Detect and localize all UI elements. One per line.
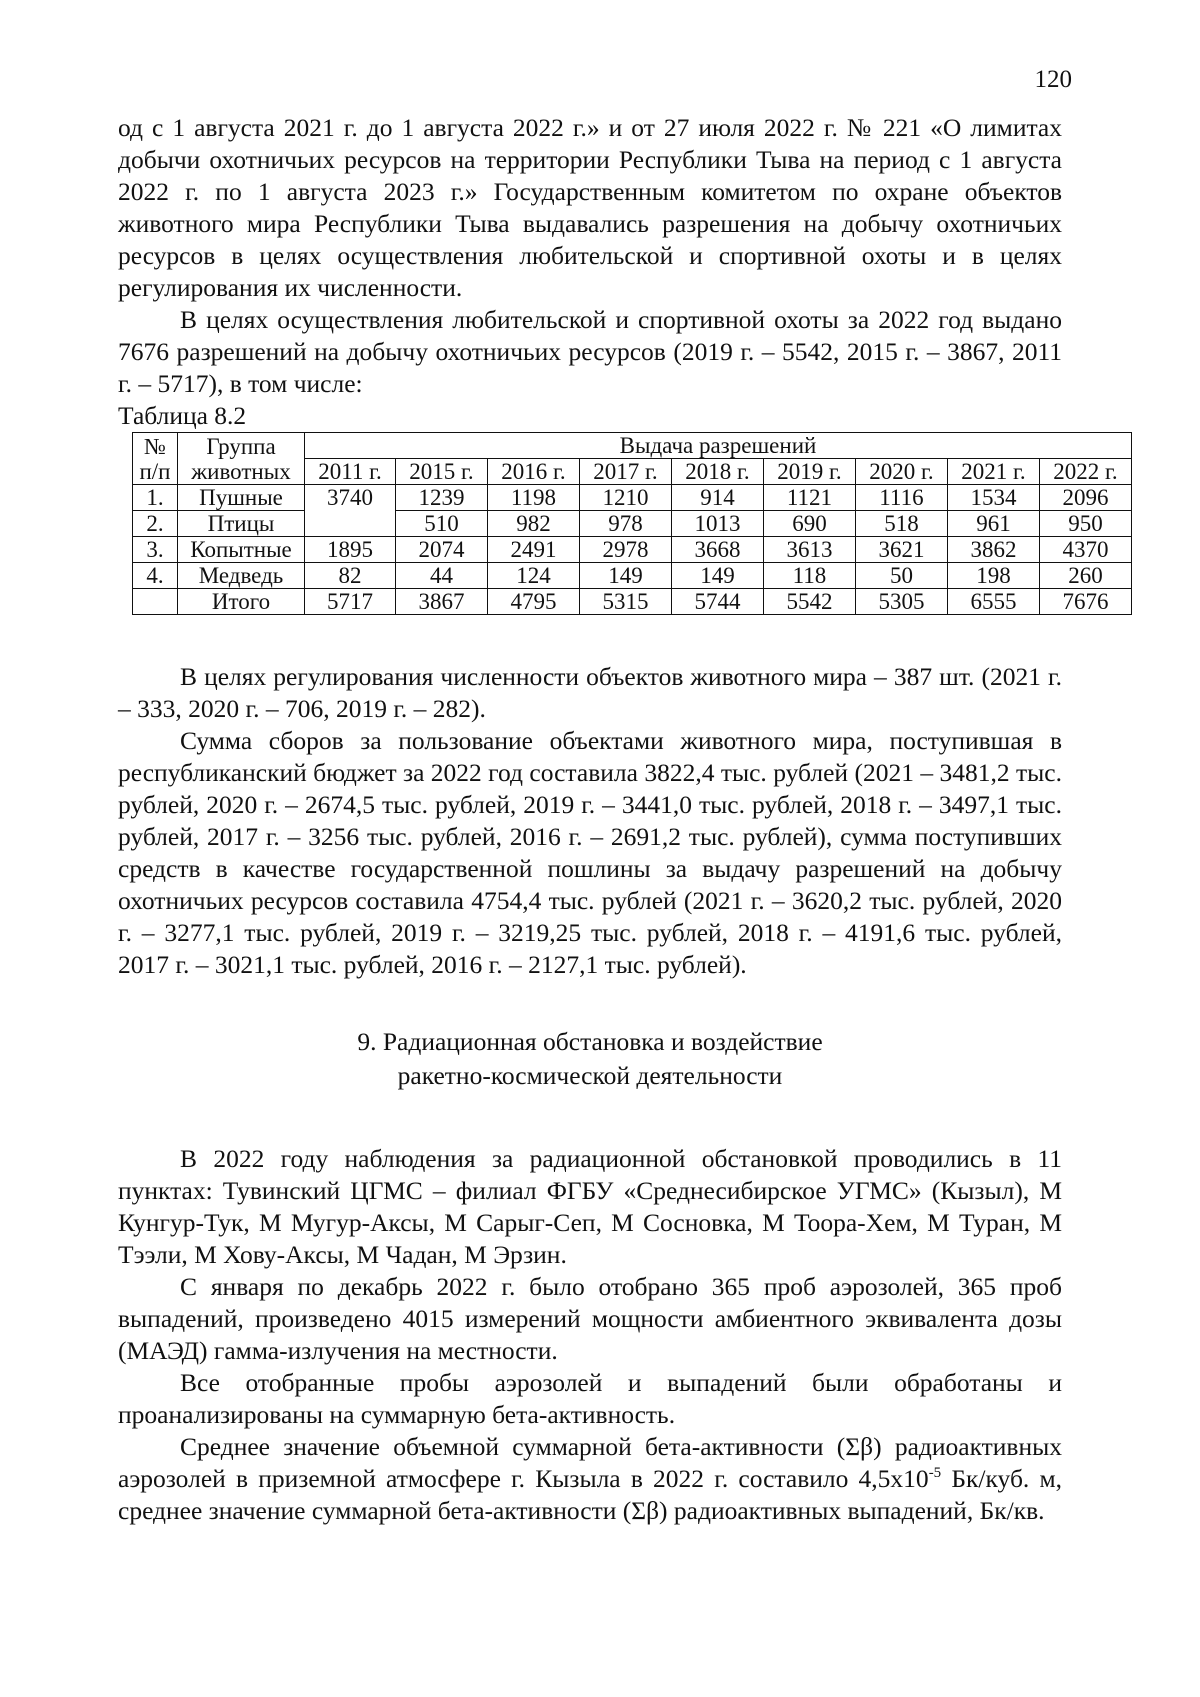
table-cell: 3862 — [947, 537, 1039, 563]
year-header: 2016 г. — [487, 459, 579, 485]
paragraph-permits: В целях осуществления любительской и спортивной охоты за 2022 год выдано 7676 разрешений на добычу охотничьих ресурсов (2019 г. – 5542, 2015 г. – 3867, 2011 г. – 5717), в том числе: — [118, 305, 1062, 398]
row-group: Птицы — [178, 511, 305, 537]
beta-text-part2: Бк/куб. м, среднее значение суммарной бета-активности (Σβ) радиоактивных выпадений, Бк/кв. — [118, 1464, 1062, 1525]
table-cell: 1895 — [305, 537, 396, 563]
table-caption: Таблица 8.2 — [118, 401, 247, 430]
row-group: Пушные — [178, 485, 305, 511]
table-cell: 4370 — [1039, 537, 1131, 563]
table-cell: 518 — [855, 511, 947, 537]
year-header: 2020 г. — [855, 459, 947, 485]
beta-exponent: -5 — [928, 1465, 942, 1481]
table-cell: 1116 — [855, 485, 947, 511]
table-cell: 5717 — [305, 589, 396, 615]
table-cell: 149 — [671, 563, 763, 589]
table-cell: 7676 — [1039, 589, 1131, 615]
table-cell: 82 — [305, 563, 396, 589]
year-header: 2022 г. — [1039, 459, 1131, 485]
row-number: 2. — [133, 511, 178, 537]
table-row-total — [133, 589, 1132, 615]
row-group: Итого — [178, 589, 305, 615]
table-cell: 6555 — [947, 589, 1039, 615]
table-row-ungulates — [133, 537, 1132, 563]
table-cell: 2074 — [395, 537, 487, 563]
table-cell: 3613 — [763, 537, 855, 563]
section-heading-line1: 9. Радиационная обстановка и воздействие — [357, 1027, 823, 1056]
row-number: 1. — [133, 485, 178, 511]
paragraph-samples: С января по декабрь 2022 г. было отобрано 365 проб аэрозолей, 365 проб выпадений, произведено 4015 измерений мощности амбиентного эквивалента дозы (МАЭД) гамма-излучения на местности. — [118, 1272, 1062, 1365]
permits-table — [132, 432, 1132, 615]
table-cell: 149 — [579, 563, 671, 589]
table-cell: 5305 — [855, 589, 947, 615]
table-header-row — [133, 433, 1132, 459]
table-cell: 124 — [487, 563, 579, 589]
table-cell: 198 — [947, 563, 1039, 589]
table-cell: 4795 — [487, 589, 579, 615]
paragraph-regulation: В целях регулирования численности объектов животного мира – 387 шт. (2021 г. – 333, 2020 г. – 706, 2019 г. – 282). — [118, 662, 1062, 723]
year-header: 2015 г. — [395, 459, 487, 485]
table-cell: 5315 — [579, 589, 671, 615]
table-cell: 950 — [1039, 511, 1131, 537]
table-cell: 5542 — [763, 589, 855, 615]
table-cell: 1198 — [487, 485, 579, 511]
table-row-birds — [133, 511, 1132, 537]
table-cell: 5744 — [671, 589, 763, 615]
table-cell: 1121 — [763, 485, 855, 511]
table-cell: 260 — [1039, 563, 1131, 589]
table-cell: 1210 — [579, 485, 671, 511]
table-cell: 914 — [671, 485, 763, 511]
paragraph-analysis: Все отобранные пробы аэрозолей и выпадений были обработаны и проанализированы на суммарную бета-активность. — [118, 1368, 1062, 1429]
header-number: № п/п — [133, 433, 178, 485]
table-cell: 2978 — [579, 537, 671, 563]
row-number: 3. — [133, 537, 178, 563]
section-heading — [118, 1025, 1062, 1093]
table-cell: 3668 — [671, 537, 763, 563]
year-header: 2017 г. — [579, 459, 671, 485]
row-group: Копытные — [178, 537, 305, 563]
table-cell: 50 — [855, 563, 947, 589]
table-cell: 1534 — [947, 485, 1039, 511]
paragraph-intro: од с 1 августа 2021 г. до 1 августа 2022 г.» и от 27 июля 2022 г. № 221 «О лимитах добычи охотничьих ресурсов на территории Республики Тыва на период с 1 августа 2022 г. по 1 августа 2023 г.» Государственным комитетом по охране объектов животного мира Республики Тыва выдавались разрешения на добычу охотничьих ресурсов в целях осуществления любительской и спортивной охоты и в целях регулирования их численности. — [118, 113, 1062, 302]
table-cell: 690 — [763, 511, 855, 537]
row-group: Медведь — [178, 563, 305, 589]
table-cell: 3621 — [855, 537, 947, 563]
beta-text-part1: Среднее значение объемной суммарной бета-активности (Σβ) радиоактивных аэрозолей в приземной атмосфере г. Кызыла в 2022 г. составило 4,5х10 — [118, 1432, 1062, 1493]
header-group: Группа животных — [178, 433, 305, 485]
table-cell: 1013 — [671, 511, 763, 537]
table-cell: 3867 — [395, 589, 487, 615]
year-header: 2018 г. — [671, 459, 763, 485]
header-permits: Выдача разрешений — [305, 433, 1132, 459]
table-cell: 1239 — [395, 485, 487, 511]
paragraph-fees: Сумма сборов за пользование объектами животного мира, поступившая в республиканский бюджет за 2022 год составила 3822,4 тыс. рублей (2021 – 3481,2 тыс. рублей, 2020 г. – 2674,5 тыс. рублей, 2019 г. – 3441,0 тыс. рублей, 2018 г. – 3497,1 тыс. рублей, 2017 г. – 3256 тыс. рублей, 2016 г. – 2691,2 тыс. рублей), сумма поступивших средств в качестве государственной пошлины за выдачу разрешений на добычу охотничьих ресурсов составила 4754,4 тыс. рублей (2021 г. – 3620,2 тыс. рублей, 2020 г. – 3277,1 тыс. рублей, 2019 г. – 3219,25 тыс. рублей, 2018 г. – 4191,6 тыс. рублей, 2017 г. – 3021,1 тыс. рублей, 2016 г. – 2127,1 тыс. рублей). — [118, 726, 1062, 979]
year-header: 2021 г. — [947, 459, 1039, 485]
table-cell: 3740 — [305, 485, 396, 537]
row-number — [133, 589, 178, 615]
year-header: 2019 г. — [763, 459, 855, 485]
table-cell: 2096 — [1039, 485, 1131, 511]
paragraph-observations: В 2022 году наблюдения за радиационной обстановкой проводились в 11 пунктах: Тувинский ЦГМС – филиал ФГБУ «Среднесибирское УГМС» (Кызыл), М Кунгур-Тук, М Мугур-Аксы, М Сарыг-Сеп, М Сосновка, М Тоора-Хем, М Туран, М Тээли, М Хову-Аксы, М Чадан, М Эрзин. — [118, 1144, 1062, 1269]
table-cell: 118 — [763, 563, 855, 589]
table-row-bear — [133, 563, 1132, 589]
table-cell: 44 — [395, 563, 487, 589]
table-cell: 982 — [487, 511, 579, 537]
table-cell: 2491 — [487, 537, 579, 563]
paragraph-beta-activity — [118, 1431, 1062, 1527]
document-body — [118, 112, 1118, 1527]
row-number: 4. — [133, 563, 178, 589]
table-cell: 978 — [579, 511, 671, 537]
year-header: 2011 г. — [305, 459, 396, 485]
page-number: 120 — [1034, 66, 1072, 93]
table-cell: 510 — [395, 511, 487, 537]
table-cell: 961 — [947, 511, 1039, 537]
section-heading-line2: ракетно-космической деятельности — [397, 1061, 783, 1090]
table-row-fur — [133, 485, 1132, 511]
